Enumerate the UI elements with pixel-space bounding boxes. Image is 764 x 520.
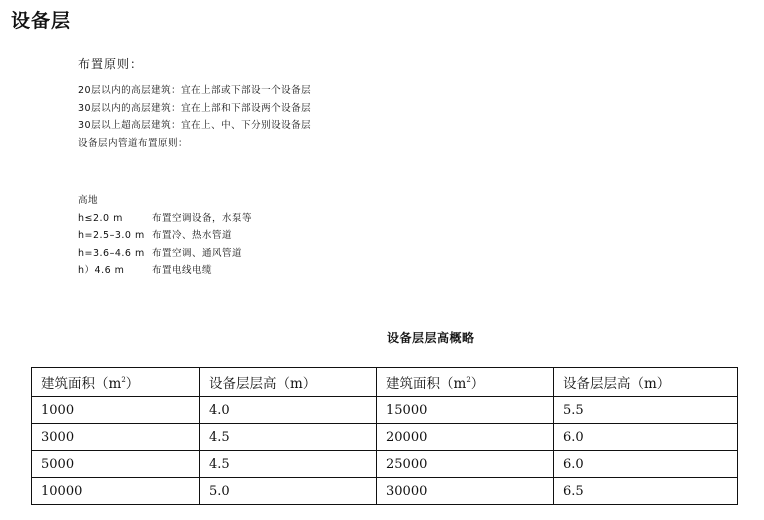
table-cell: 20000 bbox=[377, 424, 554, 451]
height-row bbox=[78, 227, 252, 245]
principle-line: 30层以内的高层建筑：宜在上部和下部设两个设备层 bbox=[78, 102, 312, 114]
table-caption: 设备层层高概略 bbox=[387, 331, 475, 345]
table-row bbox=[32, 451, 738, 478]
table-row bbox=[32, 478, 738, 505]
principle-line: 30层以上超高层建筑：宜在上、中、下分别设设备层 bbox=[78, 120, 312, 131]
height-list bbox=[78, 192, 252, 280]
column-header: 设备层层高（m） bbox=[200, 368, 377, 397]
table-cell: 3000 bbox=[32, 424, 200, 451]
principle-line: 设备层内管道布置原则： bbox=[78, 137, 189, 149]
table-cell: 5.5 bbox=[554, 397, 738, 424]
table-cell: 4.5 bbox=[200, 451, 377, 478]
table-cell: 4.5 bbox=[200, 424, 377, 451]
height-description: 布置空调、通风管道 bbox=[152, 247, 243, 259]
table-cell: 6.0 bbox=[554, 451, 738, 478]
height-row bbox=[78, 210, 252, 228]
table-cell: 5000 bbox=[32, 451, 200, 478]
floor-height-table bbox=[31, 367, 738, 505]
height-row bbox=[78, 262, 252, 280]
height-description: 布置电线电缆 bbox=[152, 265, 213, 276]
table-cell: 5.0 bbox=[200, 478, 377, 505]
table-row bbox=[32, 397, 738, 424]
page-title: 设备层 bbox=[11, 10, 72, 32]
table-cell: 6.5 bbox=[554, 478, 738, 505]
height-range: h≤2.0 m bbox=[78, 212, 123, 224]
principles-heading: 布置原则： bbox=[78, 57, 144, 71]
table-header-row bbox=[32, 368, 738, 397]
column-header: 建筑面积$(m^2)$ bbox=[377, 368, 554, 397]
height-row bbox=[78, 245, 252, 263]
column-header: 设备层层高（m） bbox=[554, 368, 738, 397]
table-cell: 30000 bbox=[377, 478, 554, 505]
table-cell: 15000 bbox=[377, 397, 554, 424]
table-row bbox=[32, 424, 738, 451]
height-range: h=2.5–3.0 m bbox=[78, 230, 145, 241]
principles-list bbox=[78, 82, 311, 152]
height-list-heading: 高地 bbox=[78, 195, 99, 206]
table-cell: 1000 bbox=[32, 397, 200, 424]
column-header: 建筑面积$(m^2)$ bbox=[32, 368, 200, 397]
principle-line: 20层以内的高层建筑：宜在上部或下部设一个设备层 bbox=[78, 85, 312, 96]
table-cell: 25000 bbox=[377, 451, 554, 478]
table-cell: 4.0 bbox=[200, 397, 377, 424]
height-range: h）4.6 m bbox=[78, 265, 125, 276]
height-description: 布置冷、热水管道 bbox=[152, 230, 233, 241]
table-cell: 10000 bbox=[32, 478, 200, 505]
height-description: 布置空调设备，水泵等 bbox=[152, 212, 253, 224]
height-range: h=3.6–4.6 m bbox=[78, 247, 145, 259]
table-cell: 6.0 bbox=[554, 424, 738, 451]
